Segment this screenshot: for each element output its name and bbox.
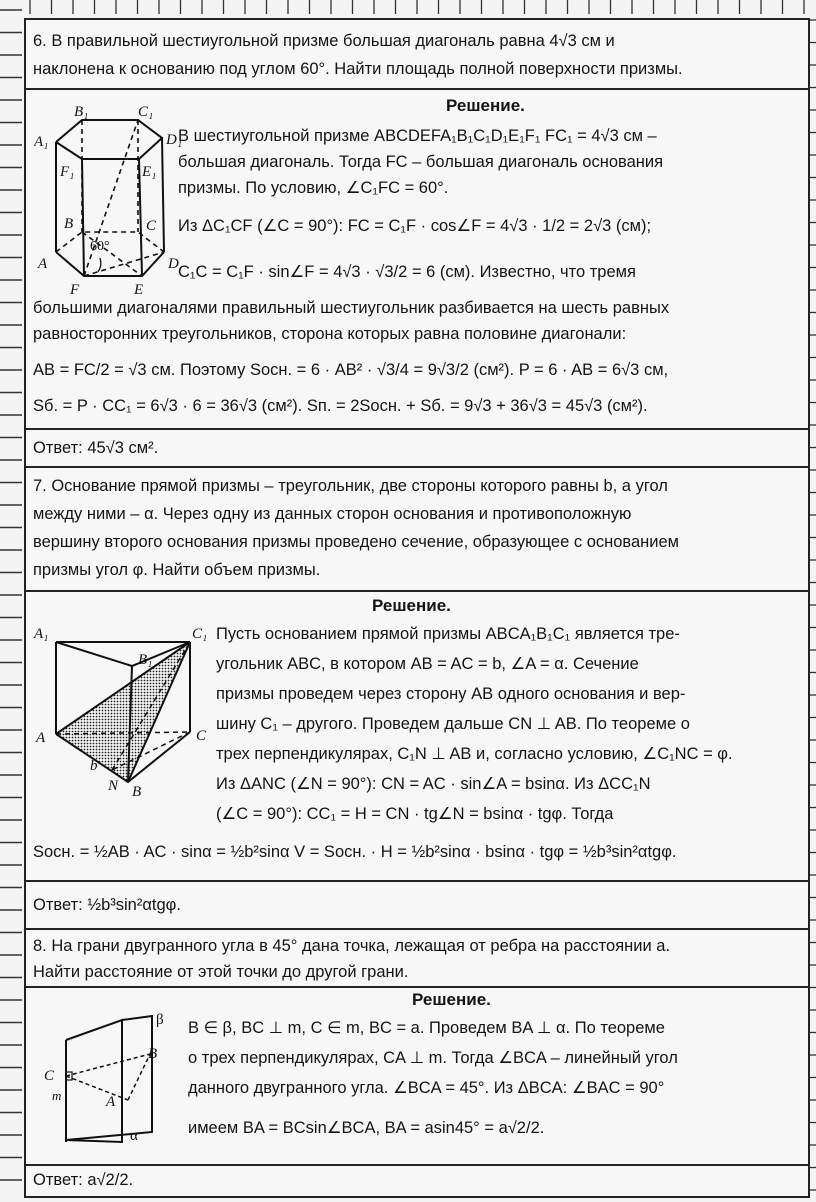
fig-label: α: [130, 1128, 138, 1144]
fig-label: b: [90, 758, 98, 774]
fig-label: N: [108, 778, 119, 794]
worksheet: [24, 18, 810, 1198]
problem7-solution: [26, 592, 808, 882]
hexagonal-prism-figure: [34, 104, 194, 304]
solution-line: имеем BA = BCsin∠BCA, BA = asin45° = a√2/2.: [188, 1119, 545, 1137]
solution-line: B ∈ β, BC ⊥ m, C ∈ m, BC = a. Проведем BA ⊥ α. По теореме: [188, 1019, 665, 1037]
fig-label: C: [146, 218, 157, 234]
fig-label: B: [148, 1046, 158, 1062]
left-ruler: [0, 0, 26, 1202]
solution-line: (∠C = 90°): CC₁ = H = CN · tg∠N = bsinα · tgφ. Тогда: [216, 805, 614, 823]
fig-label: A₁: [34, 626, 49, 642]
solution-line: данного двугранного угла. ∠BCA = 45°. Из ΔBCA: ∠BAC = 90°: [188, 1079, 665, 1097]
solution-title: Решение.: [372, 596, 451, 615]
fig-label: m: [52, 1088, 62, 1103]
task-line: 8. На грани двугранного угла в 45° дана точка, лежащая от ребра на расстоянии a.: [33, 937, 671, 955]
solution-title: Решение.: [446, 96, 525, 115]
solution-line: трех перпендикулярах, C₁N ⊥ AB и, согласно условию, ∠C₁NC = φ.: [216, 745, 733, 763]
problem8-task: [26, 930, 808, 988]
fig-label: F: [70, 282, 80, 298]
solution-line: о трех перпендикулярах, CA ⊥ m. Тогда ∠BCA – линейный угол: [188, 1049, 678, 1067]
fig-label: A: [106, 1094, 116, 1110]
answer-text: Ответ: 45√3 см².: [33, 439, 159, 457]
solution-line: Пусть основанием прямой призмы ABCA₁B₁C₁ является тре-: [216, 625, 680, 643]
fig-label: E₁: [142, 164, 157, 180]
fig-label: D₁: [166, 132, 183, 148]
task-line: Найти расстояние от этой точки до другой грани.: [33, 963, 409, 981]
solution-line: C₁C = C₁F · sin∠F = 4√3 · √3/2 = 6 (см). Известно, что тремя: [178, 263, 636, 281]
solution-title: Решение.: [412, 990, 491, 1009]
fig-label: C: [44, 1068, 55, 1084]
task-line: между ними – α. Через одну из данных сторон основания и противоположную: [33, 505, 632, 523]
fig-label: D: [168, 256, 179, 272]
answer-text: Ответ: ½b³sin²αtgφ.: [33, 896, 181, 914]
fig-label: A: [38, 256, 48, 272]
fig-label: C₁: [192, 626, 208, 642]
fig-label: C₁: [138, 104, 154, 120]
fig-label: B: [64, 216, 74, 232]
problem8-answer: [26, 1166, 808, 1196]
fig-label: A: [36, 730, 46, 746]
solution-line: шину C₁ – другого. Проведем дальше CN ⊥ AB. По теореме о: [216, 715, 690, 733]
problem6-solution: [26, 90, 808, 430]
task-line: 7. Основание прямой призмы – треугольник, две стороны которого равны b, а угол: [33, 477, 668, 495]
solution-line: призмы. По условию, ∠C₁FC = 60°.: [178, 179, 449, 197]
dihedral-angle-figure: [32, 1002, 182, 1162]
triangular-prism-figure: [32, 622, 212, 807]
solution-line: В шестиугольной призме ABCDEFA₁B₁C₁D₁E₁F₁ FC₁ = 4√3 см –: [178, 127, 657, 145]
problem6-task: [26, 20, 808, 90]
solution-line: призмы проведем через сторону AB одного основания и вер-: [216, 685, 686, 703]
fig-label: 60°: [90, 239, 110, 254]
top-ruler: [0, 0, 816, 16]
fig-label: β: [156, 1012, 164, 1028]
fig-label: C: [196, 728, 207, 744]
solution-line: Из ΔANC (∠N = 90°): CN = AC · sin∠A = bsinα. Из ΔCC₁N: [216, 775, 651, 793]
solution-line: большими диагоналями правильный шестиугольник разбивается на шесть равных: [33, 299, 670, 317]
solution-line: большая диагональ. Тогда FC – большая диагональ основания: [178, 153, 664, 171]
problem7-task: [26, 468, 808, 592]
problem6-answer: [26, 430, 808, 468]
fig-label: B₁: [138, 652, 153, 668]
task-line: призмы угол φ. Найти объем призмы.: [33, 561, 321, 579]
solution-line: угольник ABC, в котором AB = AC = b, ∠A = α. Сечение: [216, 655, 639, 673]
fig-label: B: [132, 784, 142, 800]
solution-line: Sосн. = ½AB · AC · sinα = ½b²sinα V = Sосн. · H = ½b²sinα · bsinα · tgφ = ½b³sin²αtgφ.: [33, 843, 677, 861]
task-line: вершину второго основания призмы проведено сечение, образующее с основанием: [33, 533, 680, 551]
fig-label: B₁: [74, 104, 89, 120]
task-line: 6. В правильной шестиугольной призме большая диагональ равна 4√3 см и: [33, 32, 615, 50]
fig-label: E: [134, 282, 144, 298]
task-line: наклонена к основанию под углом 60°. Найти площадь полной поверхности призмы.: [33, 60, 683, 78]
solution-line: Sб. = P · CC₁ = 6√3 · 6 = 36√3 (см²). Sп. = 2Sосн. + Sб. = 9√3 + 36√3 = 45√3 (см²).: [33, 397, 648, 415]
solution-line: AB = FC/2 = √3 см. Поэтому Sосн. = 6 · AB² · √3/4 = 9√3/2 (см²). P = 6 · AB = 6√3 см,: [33, 361, 669, 379]
answer-text: Ответ: a√2/2.: [33, 1171, 134, 1189]
problem8-solution: [26, 988, 808, 1166]
problem7-answer: [26, 882, 808, 930]
fig-label: F₁: [60, 164, 75, 180]
solution-line: Из ΔC₁CF (∠C = 90°): FC = C₁F · cos∠F = 4√3 · 1/2 = 2√3 (см);: [178, 217, 652, 235]
fig-label: A₁: [34, 134, 49, 150]
solution-line: равносторонних треугольников, сторона которых равна половине диагонали:: [33, 325, 627, 343]
